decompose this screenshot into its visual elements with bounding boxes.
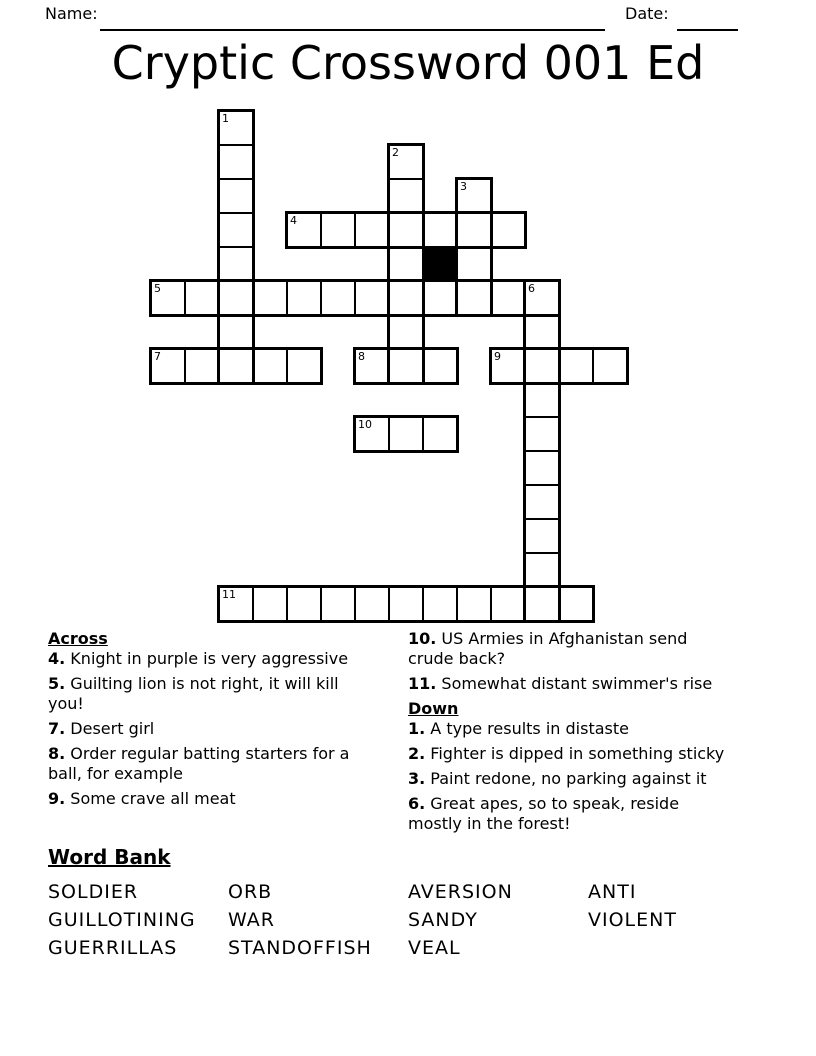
grid-cell[interactable] — [524, 518, 560, 554]
grid-cell[interactable] — [218, 314, 254, 350]
clues-section-heading-text: Across — [48, 629, 108, 648]
cell-number: 2 — [392, 146, 399, 159]
clue-number: 8. — [48, 744, 66, 763]
grid-cell[interactable] — [218, 280, 254, 316]
word-bank-word: ORB — [228, 881, 273, 903]
grid-cell[interactable] — [524, 416, 560, 452]
grid-cell[interactable] — [354, 212, 390, 248]
grid-cell[interactable] — [524, 586, 560, 622]
grid-cell[interactable] — [456, 178, 492, 214]
grid-cell[interactable] — [422, 212, 458, 248]
clue-item: 1. A type results in distaste — [408, 719, 629, 738]
word-bank — [48, 845, 788, 962]
clue-number: 1. — [408, 719, 426, 738]
word-bank-word: GUILLOTINING — [48, 909, 196, 931]
grid-cell[interactable] — [252, 586, 288, 622]
grid-cell[interactable] — [218, 586, 254, 622]
clue-number: 10. — [408, 629, 437, 648]
word-bank-word: VIOLENT — [588, 909, 677, 931]
grid-cell[interactable] — [354, 348, 390, 384]
grid-cell[interactable] — [388, 178, 424, 214]
name-label: Name: — [45, 4, 98, 23]
clue-number: 11. — [408, 674, 437, 693]
cell-number: 8 — [358, 350, 365, 363]
grid-cell[interactable] — [422, 280, 458, 316]
word-bank-word: VEAL — [408, 937, 461, 959]
grid-cell[interactable] — [354, 280, 390, 316]
grid-cell[interactable] — [320, 212, 356, 248]
grid-cell[interactable] — [524, 348, 560, 384]
grid-cell[interactable] — [490, 212, 526, 248]
grid-cell[interactable] — [286, 212, 322, 248]
clue-number: 5. — [48, 674, 66, 693]
cell-number: 1 — [222, 112, 229, 125]
clue-item: 9. Some crave all meat — [48, 789, 236, 808]
word-bank-heading — [48, 845, 788, 869]
clue-number: 9. — [48, 789, 66, 808]
word-bank-empty — [588, 934, 768, 962]
cell-number: 7 — [154, 350, 161, 363]
grid-cell[interactable] — [388, 314, 424, 350]
puzzle-title: Cryptic Crossword 001 Ed — [111, 36, 705, 90]
crossword-grid — [151, 111, 627, 621]
word-bank-title: Word Bank — [48, 845, 171, 869]
clues-left-column — [48, 629, 353, 814]
cell-number: 5 — [154, 282, 161, 295]
cell-number: 9 — [494, 350, 501, 363]
grid-cell[interactable] — [524, 382, 560, 418]
clue-item: 10. US Armies in Afghanistan send crude back? — [408, 629, 688, 668]
grid-cell[interactable] — [320, 586, 356, 622]
cell-number: 4 — [290, 214, 297, 227]
grid-cell[interactable] — [320, 280, 356, 316]
clue-item: 4. Knight in purple is very aggressive — [48, 649, 349, 668]
grid-cell[interactable] — [422, 416, 458, 452]
grid-cell[interactable] — [252, 280, 288, 316]
grid-cell[interactable] — [524, 552, 560, 588]
cell-number: 3 — [460, 180, 467, 193]
grid-cell[interactable] — [524, 280, 560, 316]
grid-cell[interactable] — [252, 348, 288, 384]
clue-item: 7. Desert girl — [48, 719, 155, 738]
grid-cell[interactable] — [218, 348, 254, 384]
clues-right-column — [408, 629, 730, 839]
clue-item: 6. Great apes, so to speak, reside mostly in the forest! — [408, 794, 680, 833]
grid-cell[interactable] — [422, 348, 458, 384]
grid-cell[interactable] — [354, 586, 390, 622]
grid-cell[interactable] — [388, 246, 424, 282]
clue-number: 2. — [408, 744, 426, 763]
word-bank-list — [48, 878, 788, 962]
grid-cell[interactable] — [524, 314, 560, 350]
grid-cell[interactable] — [490, 280, 526, 316]
grid-cell[interactable] — [286, 348, 322, 384]
grid-cell[interactable] — [524, 484, 560, 520]
clues-section-heading — [408, 699, 730, 719]
grid-cell[interactable] — [218, 212, 254, 248]
grid-cell[interactable] — [422, 586, 458, 622]
grid-cell[interactable] — [218, 246, 254, 282]
clue-number: 7. — [48, 719, 66, 738]
clue-item: 11. Somewhat distant swimmer's rise — [408, 674, 713, 693]
grid-cell[interactable] — [388, 280, 424, 316]
word-bank-word: WAR — [228, 909, 275, 931]
grid-cell[interactable] — [558, 586, 594, 622]
word-bank-word: SANDY — [408, 909, 478, 931]
grid-cell[interactable] — [388, 144, 424, 180]
clue-item: 8. Order regular batting starters for a ball, for example — [48, 744, 350, 783]
grid-cell[interactable] — [218, 178, 254, 214]
cell-number: 11 — [222, 588, 236, 601]
grid-cell[interactable] — [456, 586, 492, 622]
word-bank-word: ANTI — [588, 881, 637, 903]
grid-cell[interactable] — [150, 280, 186, 316]
grid-cell[interactable] — [354, 416, 390, 452]
name-blank-line — [100, 29, 605, 31]
clues-section-heading — [48, 629, 353, 649]
grid-cell[interactable] — [184, 280, 220, 316]
grid-cell[interactable] — [218, 144, 254, 180]
grid-cell[interactable] — [286, 280, 322, 316]
grid-cell[interactable] — [218, 110, 254, 146]
cell-number: 10 — [358, 418, 372, 431]
date-blank-line — [677, 29, 738, 31]
grid-cell[interactable] — [388, 348, 424, 384]
grid-cell[interactable] — [184, 348, 220, 384]
word-bank-word: AVERSION — [408, 881, 513, 903]
clue-item: 3. Paint redone, no parking against it — [408, 769, 707, 788]
black-cell — [422, 246, 458, 282]
date-label: Date: — [625, 4, 669, 23]
clue-number: 6. — [408, 794, 426, 813]
grid-cell[interactable] — [388, 212, 424, 248]
grid-cell[interactable] — [286, 586, 322, 622]
grid-cell[interactable] — [456, 212, 492, 248]
word-bank-word: STANDOFFISH — [228, 937, 372, 959]
grid-cell[interactable] — [558, 348, 594, 384]
grid-cell[interactable] — [490, 348, 526, 384]
grid-cell[interactable] — [388, 586, 424, 622]
word-bank-word: SOLDIER — [48, 881, 139, 903]
word-bank-word: GUERRILLAS — [48, 937, 178, 959]
cell-number: 6 — [528, 282, 535, 295]
grid-cell[interactable] — [388, 416, 424, 452]
clues-section-heading-text: Down — [408, 699, 459, 718]
clue-item: 5. Guilting lion is not right, it will kill you! — [48, 674, 339, 713]
clue-item: 2. Fighter is dipped in something sticky — [408, 744, 725, 763]
grid-cell[interactable] — [150, 348, 186, 384]
grid-cell[interactable] — [592, 348, 628, 384]
clue-number: 4. — [48, 649, 66, 668]
clue-number: 3. — [408, 769, 426, 788]
grid-cell[interactable] — [524, 450, 560, 486]
grid-cell[interactable] — [456, 246, 492, 282]
grid-cell[interactable] — [456, 280, 492, 316]
grid-cell[interactable] — [490, 586, 526, 622]
